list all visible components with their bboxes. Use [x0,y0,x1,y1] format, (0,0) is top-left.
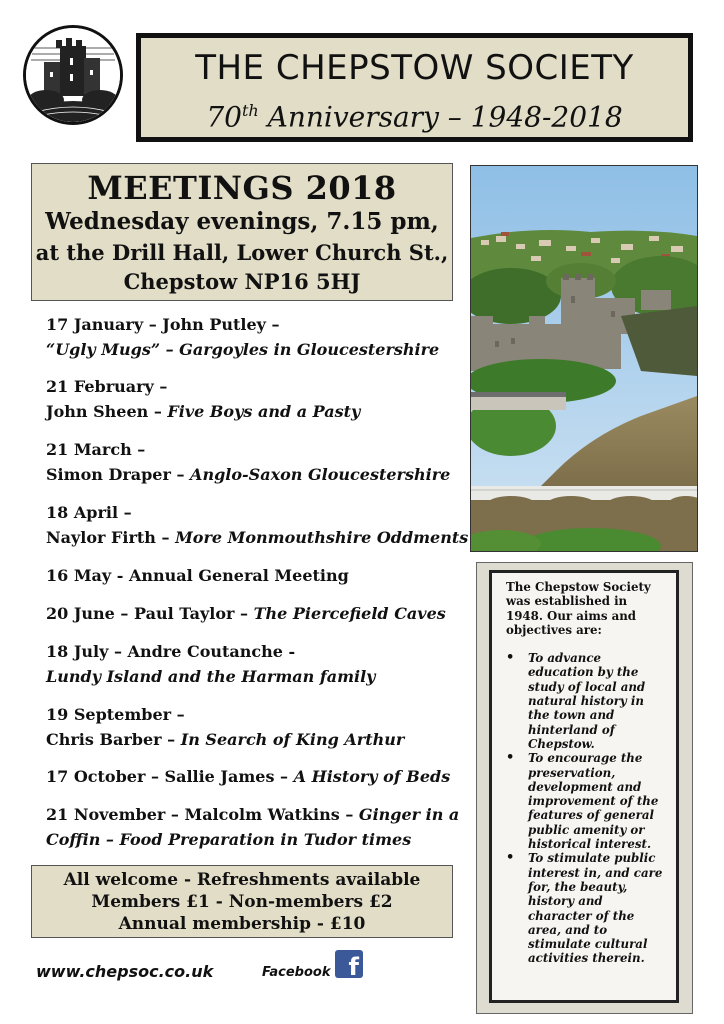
aims-intro: The Chepstow Society was established in 1948. Our aims and objectives are: [506,580,651,637]
facebook-glyph: f [348,953,359,978]
event-date: 18 April – [46,503,132,522]
event-speaker: Naylor Firth – [46,528,176,547]
castle-photo [470,165,698,552]
meetings-title: MEETINGS 2018 [87,169,397,207]
event-date-speaker: 20 June – Paul Taylor – [46,604,254,623]
event-speaker: Chris Barber – [46,730,181,749]
event-item [46,437,450,487]
event-topic: Anglo-Saxon Gloucestershire [190,465,451,484]
society-logo [23,25,123,125]
event-date-speaker: 17 January – John Putley – [46,315,280,334]
event-date-speaker: 21 November – Malcolm Watkins – [46,805,359,824]
event-topic: Lundy Island and the Harman family [46,667,376,686]
meeting-time: Wednesday evenings, 7.15 pm, [45,208,439,235]
aim-item: • To stimulate public interest in, and care for, the beauty, history and character of the area, and to stimulate cultural activities therein. [506,851,668,965]
castle-tower-icon [26,28,120,122]
aims-list [506,651,668,966]
welcome-text: All welcome - Refreshments available [63,870,421,890]
event-item [46,601,446,626]
event-date: 19 September – [46,705,185,724]
event-topic: More Monmouthshire Oddments [175,528,469,547]
prices-text: Members £1 - Non-members £2 [91,892,393,912]
event-speaker: John Sheen – [46,402,168,421]
anniversary-text: Anniversary – 1948-2018 [258,100,623,134]
event-item [46,764,450,789]
meeting-town: Chepstow NP16 5HJ [123,269,361,294]
chepstow-castle-photo-icon [471,166,697,551]
event-item [46,802,459,852]
event-item [46,702,404,752]
event-topic: In Search of King Arthur [180,730,405,749]
event-topic-continued: Coffin – Food Preparation in Tudor times [46,830,412,849]
event-topic: Ginger in a [358,805,460,824]
event-item [46,639,375,689]
meetings-panel [31,163,453,301]
event-item [46,563,349,588]
event-topic: Five Boys and a Pasty [167,402,361,421]
aims-panel [476,562,693,1014]
anniversary-suffix: th [241,101,259,120]
event-topic: A History of Beds [293,767,451,786]
welcome-panel [31,865,453,938]
event-speaker: Simon Draper – [46,465,191,484]
event-date: 21 February – [46,377,168,396]
website-link[interactable]: www.chepsoc.co.uk [36,962,214,981]
facebook-label[interactable]: Facebook [262,965,331,980]
facebook-icon[interactable] [335,950,363,978]
event-item [46,500,468,550]
header-banner [136,33,693,142]
event-date: 21 March – [46,440,146,459]
aim-item: • To encourage the preservation, development and improvement of the features of general public amenity or historical interest. [506,751,668,851]
event-topic: “Ugly Mugs” – Gargoyles in Gloucestershire [46,340,440,359]
aims-inner-frame [489,570,679,1003]
event-date-speaker: 18 July – Andre Coutanche - [46,642,296,661]
event-item [46,312,439,362]
society-title: THE CHEPSTOW SOCIETY [195,48,634,88]
event-item [46,374,360,424]
event-agm: 16 May - Annual General Meeting [46,566,349,585]
meeting-venue: at the Drill Hall, Lower Church St., [35,240,449,265]
event-topic: The Piercefield Caves [253,604,446,623]
event-date-speaker: 17 October – Sallie James – [46,767,294,786]
anniversary-subtitle [141,94,688,134]
membership-text: Annual membership - £10 [118,914,366,934]
anniversary-number: 70 [206,100,242,134]
aim-item: • To advance education by the study of local and natural history in the town and hinterland of Chepstow. [506,651,668,751]
